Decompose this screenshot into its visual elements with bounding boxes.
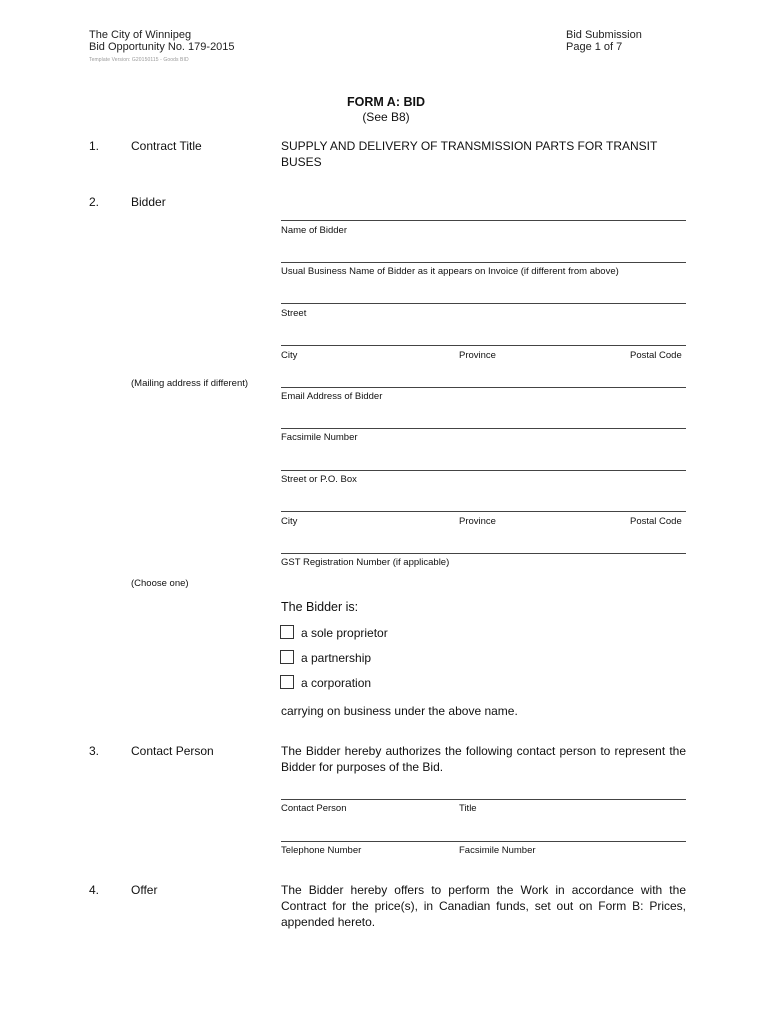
section-1-label: Contract Title [131, 139, 202, 153]
section-2-label: Bidder [131, 195, 166, 209]
form-subtitle: (See B8) [362, 110, 410, 124]
city2-line[interactable] [281, 511, 686, 512]
mailing-address-note: (Mailing address if different) [131, 378, 249, 389]
gst-line[interactable] [281, 553, 686, 554]
partnership-checkbox[interactable] [280, 650, 294, 664]
phone-line[interactable] [281, 841, 686, 842]
phone-field-label: Telephone Number [281, 845, 362, 856]
partnership-label: a partnership [301, 651, 372, 665]
fax2-field-label: Facsimile Number [459, 845, 536, 856]
contact-line[interactable] [281, 799, 686, 800]
template-version: Template Version: G20150115 - Goods BID [89, 57, 189, 63]
fax-field-label: Facsimile Number [281, 432, 358, 443]
contact-field-label: Contact Person [281, 803, 347, 814]
province-field-label: Province [459, 350, 496, 361]
page-number: Page 1 of 7 [566, 41, 623, 53]
form-title: FORM A: BID [347, 95, 425, 109]
choose-one-note: (Choose one) [131, 578, 189, 589]
usual-name-field-label: Usual Business Name of Bidder as it appears on Invoice (if different from above) [281, 266, 619, 277]
street-po-line[interactable] [281, 470, 686, 471]
gst-field-label: GST Registration Number (if applicable) [281, 557, 450, 568]
section-2-number: 2. [89, 195, 100, 209]
email-field-label: Email Address of Bidder [281, 391, 383, 402]
sole-proprietor-label: a sole proprietor [301, 626, 388, 640]
name-field-label: Name of Bidder [281, 225, 348, 236]
bidder-is-heading: The Bidder is: [281, 600, 359, 614]
section-4-number: 4. [89, 883, 100, 897]
header-org: The City of Winnipeg [89, 29, 192, 41]
email-line[interactable] [281, 387, 686, 388]
header-bid-number: Bid Opportunity No. 179-2015 [89, 41, 235, 53]
header-right-title: Bid Submission [566, 29, 642, 41]
corporation-label: a corporation [301, 676, 372, 690]
corporation-checkbox[interactable] [280, 675, 294, 689]
province2-field-label: Province [459, 516, 496, 527]
street-po-field-label: Street or P.O. Box [281, 474, 357, 485]
city2-field-label: City [281, 516, 298, 527]
section-3-label: Contact Person [131, 744, 214, 758]
section-3-number: 3. [89, 744, 100, 758]
contact-authorization-text: The Bidder hereby authorizes the following contact person to represent the Bidder for purposes of the Bid. [281, 744, 686, 774]
sole-proprietor-checkbox[interactable] [280, 625, 294, 639]
title-field-label: Title [459, 803, 477, 814]
postal2-field-label: Postal Code [630, 516, 682, 527]
fax-line[interactable] [281, 428, 686, 429]
contract-title: SUPPLY AND DELIVERY OF TRANSMISSION PARTS FOR TRANSIT BUSES [281, 139, 658, 169]
usual-name-line[interactable] [281, 262, 686, 263]
section-4-label: Offer [131, 883, 158, 897]
city-field-label: City [281, 350, 298, 361]
name-line[interactable] [281, 220, 686, 221]
street-line[interactable] [281, 303, 686, 304]
city-line[interactable] [281, 345, 686, 346]
carrying-on-text: carrying on business under the above name. [281, 704, 518, 718]
section-1-number: 1. [89, 139, 100, 153]
postal-field-label: Postal Code [630, 350, 682, 361]
street-field-label: Street [281, 308, 307, 319]
offer-text: The Bidder hereby offers to perform the Work in accordance with the Contract for the price(s), in Canadian funds, set out on Form B: Prices, appended hereto. [281, 883, 686, 929]
